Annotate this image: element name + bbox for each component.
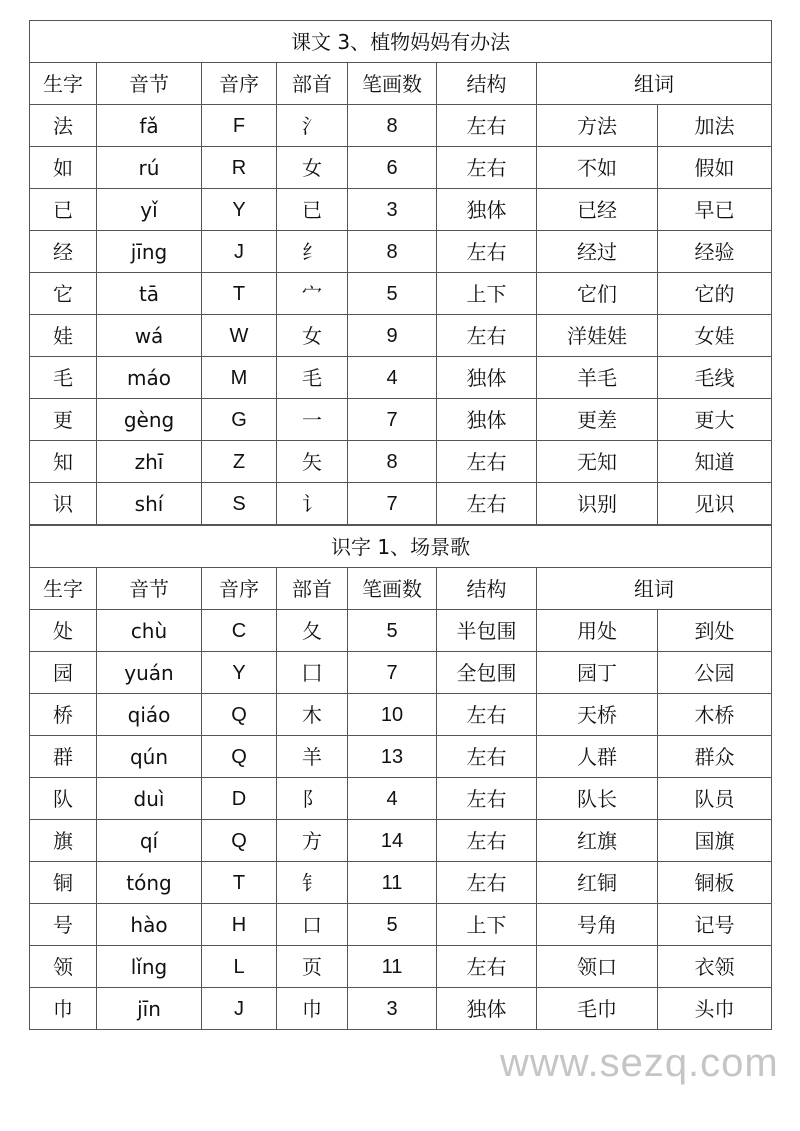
cell-strokes: 3 [348, 988, 437, 1030]
cell-initial: D [202, 778, 277, 820]
cell-word-1: 经过 [537, 231, 658, 273]
cell-strokes: 7 [348, 652, 437, 694]
cell-structure: 左右 [437, 694, 537, 736]
cell-pinyin: wá [97, 315, 202, 357]
cell-word-2: 群众 [658, 736, 772, 778]
cell-structure: 左右 [437, 820, 537, 862]
cell-pinyin: zhī [97, 441, 202, 483]
cell-pinyin: yǐ [97, 189, 202, 231]
cell-word-1: 天桥 [537, 694, 658, 736]
cell-word-1: 用处 [537, 610, 658, 652]
cell-initial: Q [202, 820, 277, 862]
cell-initial: T [202, 862, 277, 904]
cell-initial: Q [202, 736, 277, 778]
cell-pinyin: jīng [97, 231, 202, 273]
cell-word-2: 女娃 [658, 315, 772, 357]
cell-strokes: 11 [348, 862, 437, 904]
cell-char: 旗 [30, 820, 97, 862]
cell-word-2: 加法 [658, 105, 772, 147]
cell-initial: J [202, 988, 277, 1030]
table-row [30, 231, 772, 273]
cell-radical: 一 [277, 399, 348, 441]
cell-radical: 毛 [277, 357, 348, 399]
column-header: 生字 [30, 63, 97, 105]
cell-strokes: 6 [348, 147, 437, 189]
cell-strokes: 4 [348, 778, 437, 820]
column-header: 结构 [437, 63, 537, 105]
cell-radical: 口 [277, 904, 348, 946]
cell-pinyin: tóng [97, 862, 202, 904]
cell-structure: 上下 [437, 904, 537, 946]
cell-initial: G [202, 399, 277, 441]
cell-pinyin: yuán [97, 652, 202, 694]
cell-char: 桥 [30, 694, 97, 736]
cell-radical: 已 [277, 189, 348, 231]
cell-char: 识 [30, 483, 97, 525]
cell-initial: Q [202, 694, 277, 736]
section-title: 课文 3、植物妈妈有办法 [30, 21, 772, 63]
cell-pinyin: shí [97, 483, 202, 525]
cell-char: 铜 [30, 862, 97, 904]
cell-structure: 独体 [437, 399, 537, 441]
cell-structure: 左右 [437, 483, 537, 525]
cell-strokes: 9 [348, 315, 437, 357]
column-header: 生字 [30, 568, 97, 610]
cell-word-2: 经验 [658, 231, 772, 273]
header-row [30, 568, 772, 610]
cell-strokes: 5 [348, 610, 437, 652]
cell-word-2: 它的 [658, 273, 772, 315]
cell-word-2: 衣领 [658, 946, 772, 988]
cell-word-1: 园丁 [537, 652, 658, 694]
table-row [30, 441, 772, 483]
cell-strokes: 14 [348, 820, 437, 862]
cell-word-1: 毛巾 [537, 988, 658, 1030]
cell-word-2: 毛线 [658, 357, 772, 399]
cell-word-2: 知道 [658, 441, 772, 483]
cell-word-2: 见识 [658, 483, 772, 525]
column-header: 部首 [277, 63, 348, 105]
column-header: 音节 [97, 568, 202, 610]
header-row [30, 63, 772, 105]
column-header: 结构 [437, 568, 537, 610]
table-row [30, 820, 772, 862]
cell-structure: 左右 [437, 778, 537, 820]
cell-radical: 羊 [277, 736, 348, 778]
table-row [30, 988, 772, 1030]
cell-strokes: 5 [348, 273, 437, 315]
cell-radical: 女 [277, 315, 348, 357]
cell-radical: 氵 [277, 105, 348, 147]
cell-strokes: 13 [348, 736, 437, 778]
cell-pinyin: qí [97, 820, 202, 862]
cell-initial: M [202, 357, 277, 399]
section-title: 识字 1、场景歌 [30, 526, 772, 568]
cell-initial: Y [202, 189, 277, 231]
cell-initial: R [202, 147, 277, 189]
cell-char: 如 [30, 147, 97, 189]
watermark: www.sezq.com [500, 1041, 779, 1085]
cell-strokes: 5 [348, 904, 437, 946]
table-row [30, 946, 772, 988]
cell-pinyin: tā [97, 273, 202, 315]
cell-radical: 纟 [277, 231, 348, 273]
column-header: 音序 [202, 568, 277, 610]
cell-structure: 左右 [437, 946, 537, 988]
cell-initial: Y [202, 652, 277, 694]
cell-structure: 独体 [437, 988, 537, 1030]
table-row [30, 483, 772, 525]
cell-char: 法 [30, 105, 97, 147]
cell-structure: 左右 [437, 862, 537, 904]
cell-radical: 钅 [277, 862, 348, 904]
cell-word-1: 已经 [537, 189, 658, 231]
cell-strokes: 8 [348, 441, 437, 483]
table-literacy-1 [29, 525, 772, 1030]
cell-word-1: 识别 [537, 483, 658, 525]
cell-radical: 女 [277, 147, 348, 189]
cell-word-1: 无知 [537, 441, 658, 483]
cell-strokes: 8 [348, 231, 437, 273]
cell-structure: 全包围 [437, 652, 537, 694]
column-header: 组词 [537, 63, 772, 105]
cell-structure: 左右 [437, 315, 537, 357]
cell-structure: 独体 [437, 189, 537, 231]
cell-char: 知 [30, 441, 97, 483]
cell-pinyin: qún [97, 736, 202, 778]
cell-word-1: 人群 [537, 736, 658, 778]
cell-word-2: 到处 [658, 610, 772, 652]
cell-strokes: 7 [348, 399, 437, 441]
cell-initial: H [202, 904, 277, 946]
cell-word-1: 号角 [537, 904, 658, 946]
cell-word-1: 领口 [537, 946, 658, 988]
cell-initial: Z [202, 441, 277, 483]
cell-word-1: 红旗 [537, 820, 658, 862]
cell-char: 园 [30, 652, 97, 694]
table-row [30, 610, 772, 652]
cell-structure: 左右 [437, 736, 537, 778]
column-header: 笔画数 [348, 568, 437, 610]
cell-pinyin: fǎ [97, 105, 202, 147]
cell-word-1: 红铜 [537, 862, 658, 904]
cell-char: 领 [30, 946, 97, 988]
cell-word-1: 队长 [537, 778, 658, 820]
cell-char: 它 [30, 273, 97, 315]
column-header: 部首 [277, 568, 348, 610]
cell-pinyin: gèng [97, 399, 202, 441]
cell-char: 队 [30, 778, 97, 820]
cell-word-2: 国旗 [658, 820, 772, 862]
cell-word-2: 公园 [658, 652, 772, 694]
cell-pinyin: lǐng [97, 946, 202, 988]
cell-word-2: 木桥 [658, 694, 772, 736]
section-title-row [30, 526, 772, 568]
cell-initial: T [202, 273, 277, 315]
cell-char: 号 [30, 904, 97, 946]
cell-strokes: 3 [348, 189, 437, 231]
cell-word-2: 早已 [658, 189, 772, 231]
table-row [30, 652, 772, 694]
cell-strokes: 11 [348, 946, 437, 988]
table-row [30, 399, 772, 441]
cell-word-1: 它们 [537, 273, 658, 315]
cell-strokes: 8 [348, 105, 437, 147]
table-row [30, 105, 772, 147]
cell-structure: 上下 [437, 273, 537, 315]
table-row [30, 273, 772, 315]
table-row [30, 778, 772, 820]
cell-radical: 阝 [277, 778, 348, 820]
cell-word-2: 更大 [658, 399, 772, 441]
cell-radical: 巾 [277, 988, 348, 1030]
cell-structure: 独体 [437, 357, 537, 399]
cell-structure: 左右 [437, 105, 537, 147]
table-row [30, 694, 772, 736]
cell-strokes: 10 [348, 694, 437, 736]
cell-pinyin: qiáo [97, 694, 202, 736]
column-header: 组词 [537, 568, 772, 610]
table-row [30, 315, 772, 357]
cell-char: 巾 [30, 988, 97, 1030]
table-row [30, 736, 772, 778]
cell-strokes: 7 [348, 483, 437, 525]
cell-structure: 左右 [437, 441, 537, 483]
cell-word-2: 头巾 [658, 988, 772, 1030]
cell-pinyin: rú [97, 147, 202, 189]
cell-radical: 宀 [277, 273, 348, 315]
cell-word-2: 假如 [658, 147, 772, 189]
table-row [30, 147, 772, 189]
cell-radical: 方 [277, 820, 348, 862]
cell-word-1: 羊毛 [537, 357, 658, 399]
cell-char: 已 [30, 189, 97, 231]
cell-word-1: 不如 [537, 147, 658, 189]
cell-char: 群 [30, 736, 97, 778]
cell-initial: J [202, 231, 277, 273]
cell-initial: C [202, 610, 277, 652]
cell-pinyin: hào [97, 904, 202, 946]
cell-word-1: 方法 [537, 105, 658, 147]
cell-char: 处 [30, 610, 97, 652]
column-header: 音序 [202, 63, 277, 105]
cell-word-2: 记号 [658, 904, 772, 946]
cell-initial: S [202, 483, 277, 525]
cell-char: 毛 [30, 357, 97, 399]
cell-pinyin: máo [97, 357, 202, 399]
table-row [30, 904, 772, 946]
cell-radical: 页 [277, 946, 348, 988]
cell-word-2: 铜板 [658, 862, 772, 904]
table-row [30, 862, 772, 904]
cell-word-1: 更差 [537, 399, 658, 441]
cell-initial: L [202, 946, 277, 988]
cell-pinyin: jīn [97, 988, 202, 1030]
table-row [30, 189, 772, 231]
column-header: 音节 [97, 63, 202, 105]
cell-char: 经 [30, 231, 97, 273]
cell-pinyin: duì [97, 778, 202, 820]
cell-initial: F [202, 105, 277, 147]
cell-word-2: 队员 [658, 778, 772, 820]
cell-pinyin: chù [97, 610, 202, 652]
section-title-row [30, 21, 772, 63]
cell-radical: 木 [277, 694, 348, 736]
cell-structure: 半包围 [437, 610, 537, 652]
cell-structure: 左右 [437, 231, 537, 273]
cell-char: 娃 [30, 315, 97, 357]
cell-radical: 讠 [277, 483, 348, 525]
cell-char: 更 [30, 399, 97, 441]
column-header: 笔画数 [348, 63, 437, 105]
cell-initial: W [202, 315, 277, 357]
cell-radical: 夂 [277, 610, 348, 652]
cell-radical: 囗 [277, 652, 348, 694]
table-lesson-3 [29, 20, 772, 525]
cell-strokes: 4 [348, 357, 437, 399]
cell-word-1: 洋娃娃 [537, 315, 658, 357]
cell-structure: 左右 [437, 147, 537, 189]
cell-radical: 矢 [277, 441, 348, 483]
table-row [30, 357, 772, 399]
